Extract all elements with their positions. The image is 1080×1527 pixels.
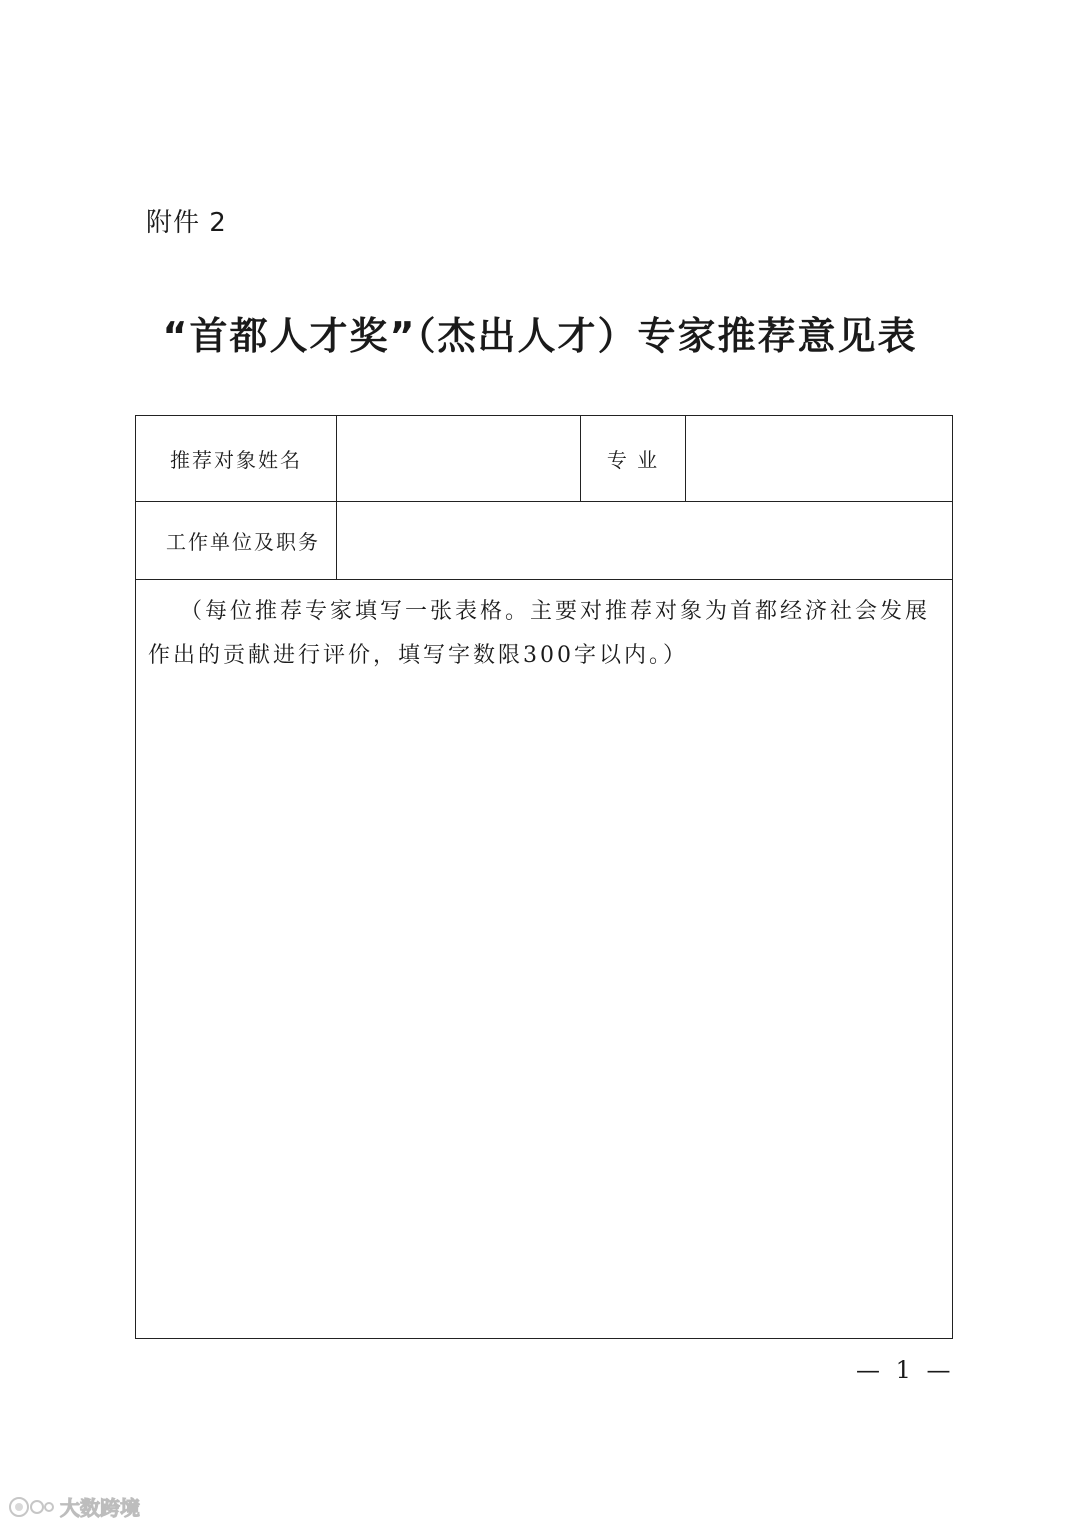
specialty-label: 专 业 bbox=[581, 416, 686, 502]
watermark-text: 大数跨境 bbox=[60, 1496, 140, 1520]
employer-position-label: 工作单位及职务 bbox=[136, 502, 337, 580]
evaluation-field[interactable] bbox=[136, 580, 953, 1339]
candidate-name-label: 推荐对象姓名 bbox=[136, 416, 337, 502]
evaluation-instructions: （每位推荐专家填写一张表格。主要对推荐对象为首都经济社会发展作出的贡献进行评价，填写字数限300字以内。） bbox=[148, 599, 931, 668]
employer-position-field[interactable] bbox=[337, 502, 953, 580]
watermark bbox=[8, 1492, 140, 1521]
candidate-name-field[interactable] bbox=[337, 416, 581, 502]
brand-logo-icon bbox=[8, 1495, 54, 1519]
page-number: — 1 — bbox=[856, 1356, 955, 1384]
recommendation-form bbox=[135, 415, 953, 1339]
page-title: “首都人才奖”（杰出人才）专家推荐意见表 bbox=[162, 314, 918, 358]
specialty-field[interactable] bbox=[686, 416, 953, 502]
attachment-label: 附件 2 bbox=[146, 208, 227, 238]
